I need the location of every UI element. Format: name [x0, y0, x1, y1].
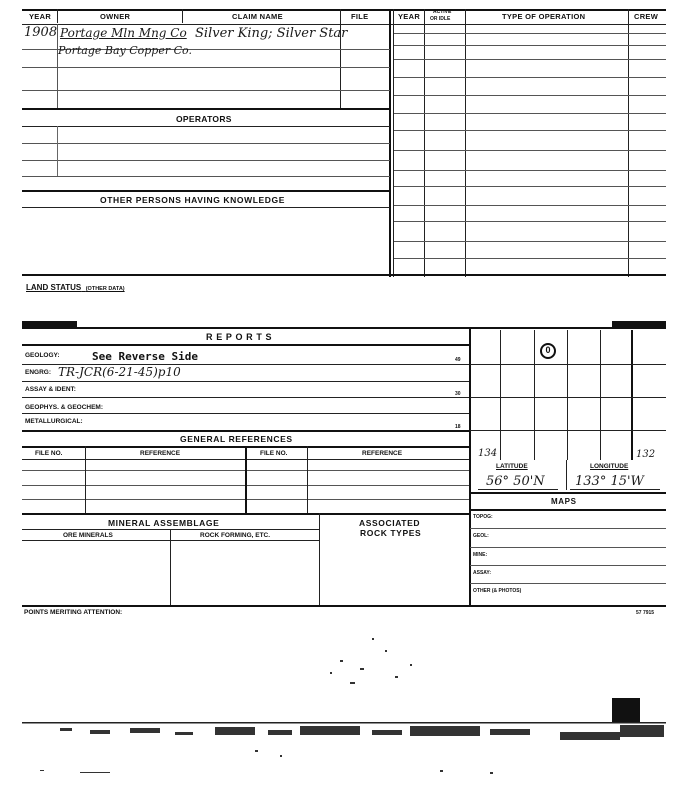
maps-geol: GEOL:: [473, 533, 489, 539]
maps-other: OTHER (& PHOTOS): [473, 588, 522, 594]
header-owner: OWNER: [100, 12, 131, 21]
geology-label: GEOLOGY:: [25, 352, 60, 359]
maps-assay: ASSAY:: [473, 570, 492, 576]
latitude-label: LATITUDE: [496, 463, 528, 470]
rock-forming-label: ROCK FORMING, ETC.: [200, 532, 271, 539]
latitude-value: 56° 50'N: [486, 474, 545, 489]
operators-heading: OPERATORS: [176, 114, 232, 124]
geology-number: 49: [455, 357, 461, 363]
ref-file-no-2: FILE NO.: [260, 450, 288, 457]
header-crew: CREW: [634, 12, 659, 21]
grid-right-value: 132: [636, 449, 656, 460]
form-number: 57 7915: [636, 610, 655, 616]
entry-owner-1: Portage Mln Mng Co: [60, 26, 187, 40]
longitude-value: 133° 15'W: [575, 474, 644, 489]
assay-label: ASSAY & IDENT:: [25, 386, 76, 393]
scan-noise: [0, 620, 678, 811]
other-persons-heading: OTHER PERSONS HAVING KNOWLEDGE: [100, 195, 286, 205]
mineral-assemblage-heading: MINERAL ASSEMBLAGE: [108, 518, 220, 528]
associated-rock-types-1: ASSOCIATED: [359, 518, 421, 528]
ref-file-no-1: FILE NO.: [35, 450, 63, 457]
ref-reference-1: REFERENCE: [140, 450, 181, 457]
maps-heading: MAPS: [551, 497, 577, 506]
ref-reference-2: REFERENCE: [362, 450, 403, 457]
header-year: YEAR: [29, 12, 52, 21]
ore-minerals-label: ORE MINERALS: [63, 532, 113, 539]
engrg-value: TR-JCR(6-21-45)p10: [58, 365, 181, 379]
land-status-note: (OTHER DATA): [85, 286, 125, 292]
associated-rock-types-2: ROCK TYPES: [360, 528, 422, 538]
general-references-heading: GENERAL REFERENCES: [180, 434, 293, 444]
maps-topog: TOPOG:: [473, 514, 493, 520]
header-active: ACTIVE: [433, 9, 452, 15]
header-ops-year: YEAR: [398, 12, 421, 21]
entry-owner-2: Portage Bay Copper Co.: [58, 44, 192, 57]
header-or-idle: OR IDLE: [430, 16, 451, 22]
grid-left-value: 134: [478, 448, 498, 459]
engrg-label: ENGRG:: [25, 369, 51, 376]
longitude-label: LONGITUDE: [590, 463, 629, 470]
points-meriting-label: POINTS MERITING ATTENTION:: [24, 609, 123, 616]
geophys-label: GEOPHYS. & GEOCHEM:: [25, 404, 104, 411]
header-claim-name: CLAIM NAME: [232, 12, 283, 21]
maps-mine: MINE:: [473, 552, 488, 558]
land-status: [26, 277, 125, 295]
geology-value: See Reverse Side: [92, 350, 198, 363]
grid-mark: 0: [540, 343, 556, 359]
entry-year: 1908: [24, 25, 58, 40]
metallurgical-number: 18: [455, 424, 461, 430]
assay-number: 30: [455, 391, 461, 397]
header-file: FILE: [351, 12, 369, 21]
entry-claim-name: Silver King; Silver Star: [195, 26, 348, 41]
metallurgical-label: METALLURGICAL:: [25, 418, 83, 425]
land-status-label: LAND STATUS: [26, 283, 82, 292]
reports-heading: R E P O R T S: [206, 332, 273, 342]
header-type-of-operation: TYPE OF OPERATION: [502, 12, 586, 21]
